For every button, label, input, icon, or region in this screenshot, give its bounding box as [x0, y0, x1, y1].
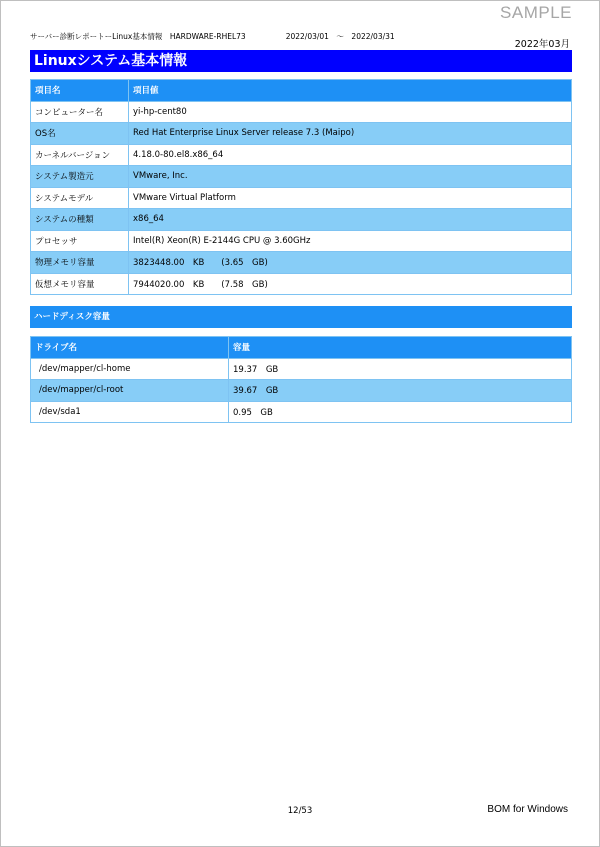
table-header-row: [31, 337, 572, 359]
column-header-capacity: 容量: [229, 337, 572, 359]
table-row: [31, 166, 572, 188]
item-name-cell: コンピューター名: [31, 101, 129, 123]
item-name-cell: プロセッサ: [31, 230, 129, 252]
report-header: [30, 31, 395, 42]
table-row: [31, 187, 572, 209]
capacity-cell: 19.37 GB: [229, 358, 572, 380]
footer-brand: BOM for Windows: [487, 804, 568, 815]
report-period: 2022/03/01 ～ 2022/03/31: [285, 32, 395, 41]
item-name-cell: 仮想メモリ容量: [31, 273, 129, 295]
item-value-cell: x86_64: [129, 209, 572, 231]
item-value-cell: Red Hat Enterprise Linux Server release 7.3 (Maipo): [129, 123, 572, 145]
item-value-cell: VMware, Inc.: [129, 166, 572, 188]
table-row: [31, 252, 572, 274]
drive-name-cell: /dev/mapper/cl-root: [31, 380, 229, 402]
column-header-item-name: 項目名: [31, 80, 129, 102]
column-header-item-value: 項目値: [129, 80, 572, 102]
item-value-cell: 3823448.00 KB (3.65 GB): [129, 252, 572, 274]
column-header-drive-name: ドライブ名: [31, 337, 229, 359]
table-row: [31, 123, 572, 145]
page-title: Linuxシステム基本情報: [30, 50, 572, 72]
table-header-row: [31, 80, 572, 102]
table-row: [31, 230, 572, 252]
item-name-cell: 物理メモリ容量: [31, 252, 129, 274]
disk-section-title: ハードディスク容量: [30, 306, 572, 328]
table-row: [31, 144, 572, 166]
capacity-cell: 0.95 GB: [229, 401, 572, 423]
item-name-cell: OS名: [31, 123, 129, 145]
table-row: [31, 380, 572, 402]
item-value-cell: VMware Virtual Platform: [129, 187, 572, 209]
table-row: [31, 401, 572, 423]
item-name-cell: システムの種類: [31, 209, 129, 231]
table-row: [31, 273, 572, 295]
drive-name-cell: /dev/mapper/cl-home: [31, 358, 229, 380]
item-value-cell: Intel(R) Xeon(R) E-2144G CPU @ 3.60GHz: [129, 230, 572, 252]
drive-name-cell: /dev/sda1: [31, 401, 229, 423]
item-value-cell: 4.18.0-80.el8.x86_64: [129, 144, 572, 166]
capacity-cell: 39.67 GB: [229, 380, 572, 402]
item-value-cell: 7944020.00 KB (7.58 GB): [129, 273, 572, 295]
report-month: 2022年03月: [514, 39, 570, 50]
table-row: [31, 358, 572, 380]
sample-watermark: SAMPLE: [500, 3, 572, 22]
item-name-cell: カーネルバージョン: [31, 144, 129, 166]
table-row: [31, 209, 572, 231]
item-name-cell: システムモデル: [31, 187, 129, 209]
disk-capacity-table: [30, 336, 572, 423]
item-value-cell: yi-hp-cent80: [129, 101, 572, 123]
item-name-cell: システム製造元: [31, 166, 129, 188]
table-row: [31, 101, 572, 123]
page-number: 12/53: [287, 806, 313, 816]
report-title: サーバー診断レポートーLinux基本情報 HARDWARE-RHEL73: [30, 32, 246, 41]
system-info-table: [30, 79, 572, 295]
